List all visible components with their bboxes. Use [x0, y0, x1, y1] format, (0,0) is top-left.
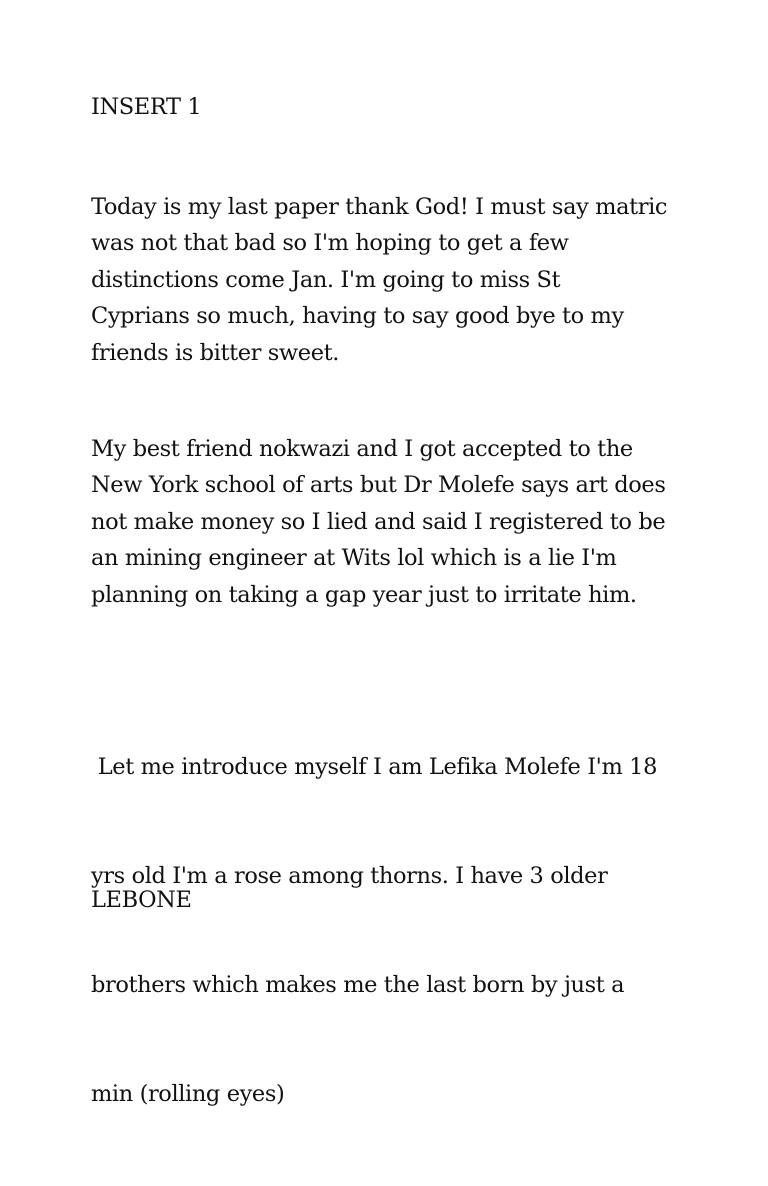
paragraph-line: Cyprians so much, having to say good bye to my — [91, 303, 624, 330]
paragraph-3 — [91, 676, 691, 1186]
paragraph-line: was not that bad so I'm hoping to get a few — [91, 230, 569, 257]
paragraph-line: an mining engineer at Wits lol which is a lie I'm — [91, 545, 617, 572]
paragraph-line: min (rolling eyes) — [91, 1081, 285, 1108]
closing-heading-text: LEBONE — [91, 887, 192, 913]
paragraph-line: not make money so I lied and said I registered to be — [91, 508, 666, 535]
heading-text: INSERT 1 — [91, 94, 202, 120]
paragraph-line: New York school of arts but Dr Molefe says art does — [91, 472, 666, 499]
section-heading — [91, 89, 691, 125]
paragraph-line: My best friend nokwazi and I got accepted to the — [91, 436, 633, 462]
paragraph-line: Today is my last paper thank God! I must say matric — [91, 194, 668, 220]
paragraph-line: brothers which makes me the last born by just a — [91, 972, 625, 999]
paragraph-2 — [91, 431, 691, 613]
paragraph-line: yrs old I'm a rose among thorns. I have 3 older — [91, 863, 608, 890]
paragraph-1 — [91, 189, 691, 371]
paragraph-line: friends is bitter sweet. — [91, 339, 340, 366]
paragraph-line: planning on taking a gap year just to irritate him. — [91, 581, 637, 608]
closing-heading — [91, 882, 691, 918]
paragraph-line: distinctions come Jan. I'm going to miss St — [91, 266, 561, 293]
paragraph-line: Let me introduce myself I am Lefika Molefe I'm 18 — [91, 753, 657, 780]
